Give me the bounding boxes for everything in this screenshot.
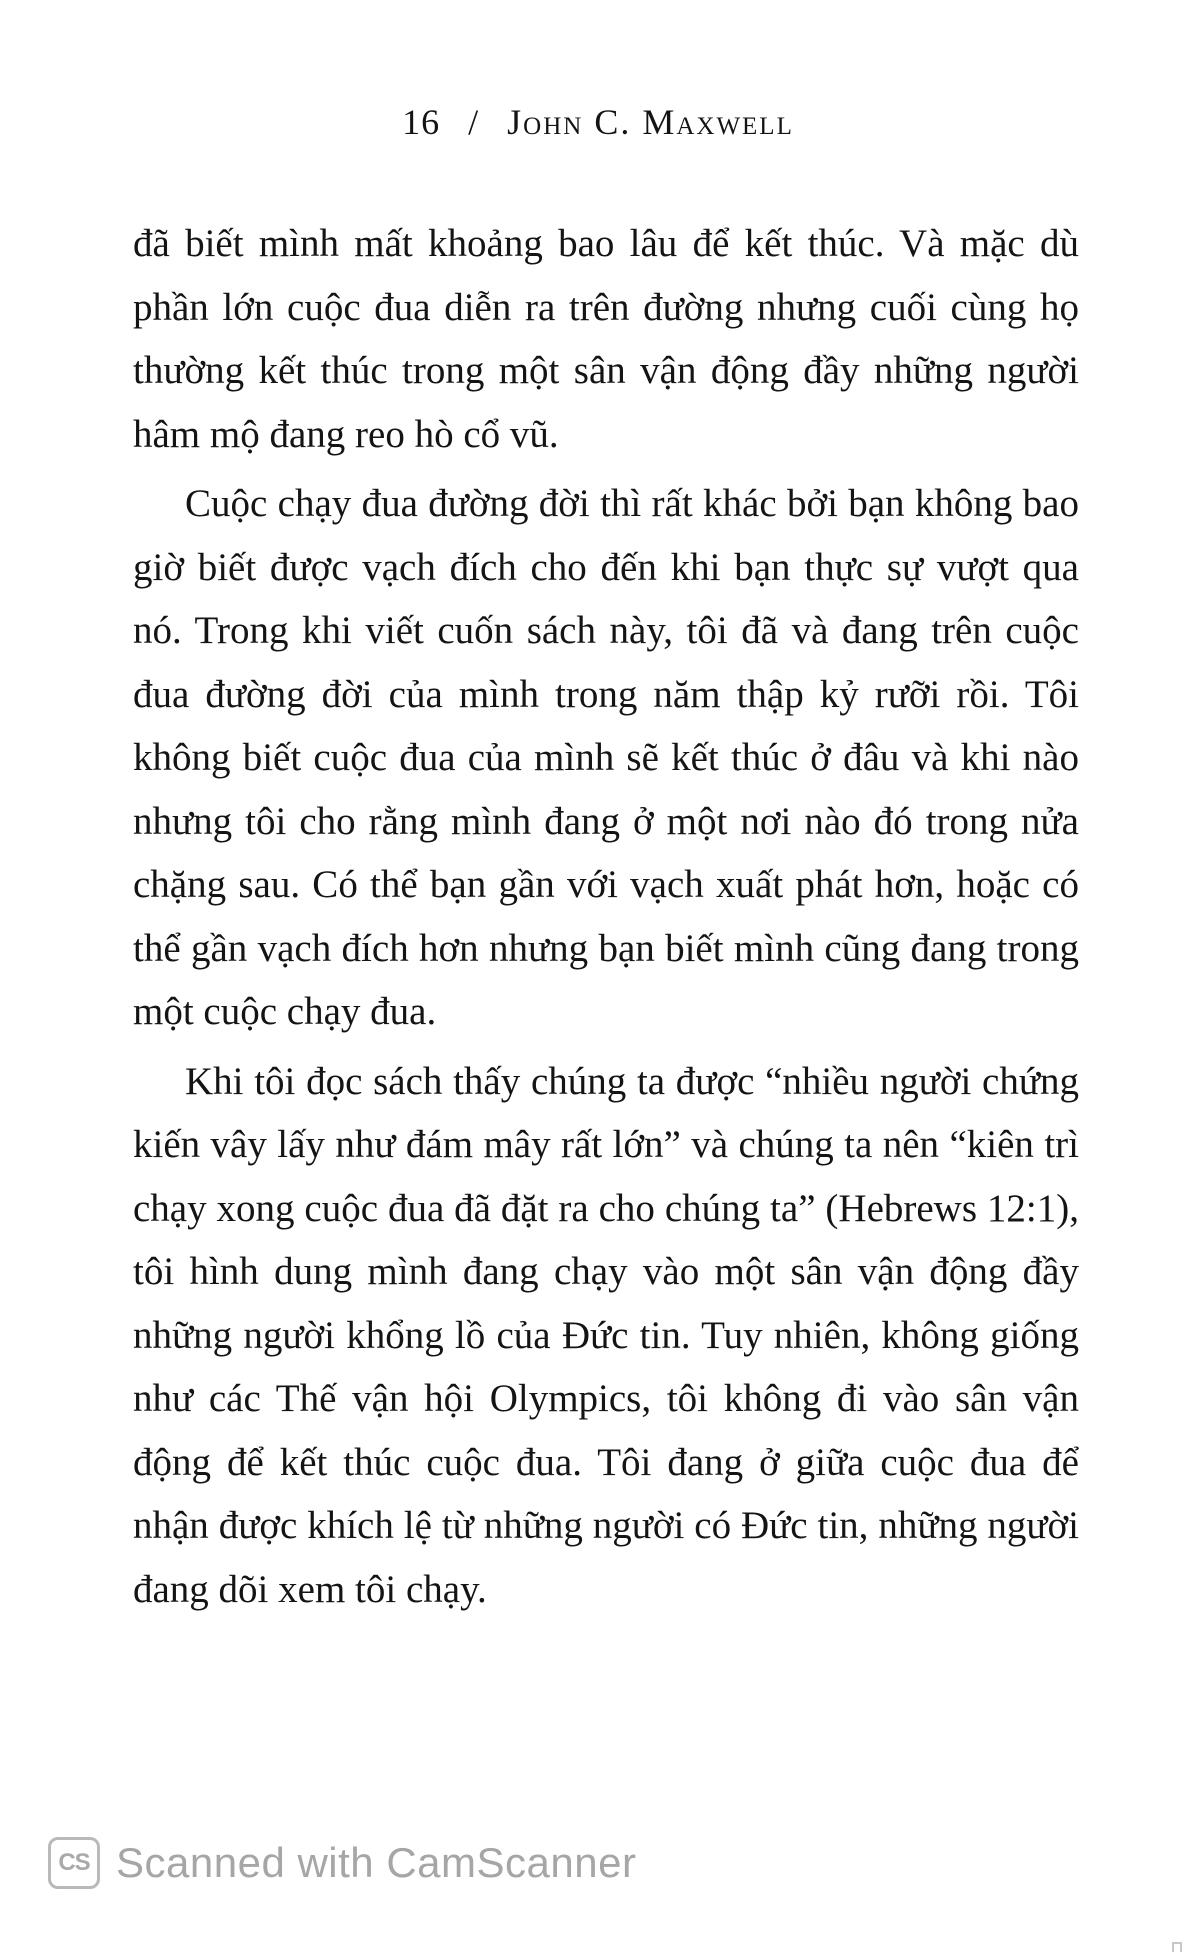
body-text	[133, 212, 1079, 1621]
paragraph-3: Khi tôi đọc sách thấy chúng ta được “nhiều người chứng kiến vây lấy như đám mây rất lớn” và chúng ta nên “kiên trì chạy xong cuộc đua đã đặt ra cho chúng ta” (Hebrews 12:1), tôi hình dung mình đang chạy vào một sân vận động đầy những người khổng lồ của Đức tin. Tuy nhiên, không giống như các Thế vận hội Olympics, tôi không đi vào sân vận động để kết thúc cuộc đua. Tôi đang ở giữa cuộc đua để nhận được khích lệ từ những người có Đức tin, những người đang dõi xem tôi chạy.	[133, 1059, 1079, 1611]
paragraph-1: đã biết mình mất khoảng bao lâu để kết thúc. Và mặc dù phần lớn cuộc đua diễn ra trên đường nhưng cuối cùng họ thường kết thúc trong một sân vận động đầy những người hâm mộ đang reo hò cổ vũ.	[133, 222, 1079, 456]
author-name: John C. Maxwell	[507, 102, 794, 142]
camscanner-logo-icon: CS	[48, 1837, 100, 1889]
header-separator: /	[468, 102, 480, 142]
camscanner-watermark	[48, 1833, 636, 1893]
page-number: 16	[402, 102, 441, 142]
corner-mark-icon	[1172, 1942, 1182, 1952]
running-head	[0, 98, 1196, 146]
paragraph-2: Cuộc chạy đua đường đời thì rất khác bởi bạn không bao giờ biết được vạch đích cho đến khi bạn thực sự vượt qua nó. Trong khi viết cuốn sách này, tôi đã và đang trên cuộc đua đường đời của mình trong năm thập kỷ rưỡi rồi. Tôi không biết cuộc đua của mình sẽ kết thúc ở đâu và khi nào nhưng tôi cho rằng mình đang ở một nơi nào đó trong nửa chặng sau. Có thể bạn gần với vạch xuất phát hơn, hoặc có thể gần vạch đích hơn nhưng bạn biết mình cũng đang trong một cuộc chạy đua.	[133, 482, 1079, 1033]
watermark-text: Scanned with CamScanner	[116, 1839, 637, 1886]
